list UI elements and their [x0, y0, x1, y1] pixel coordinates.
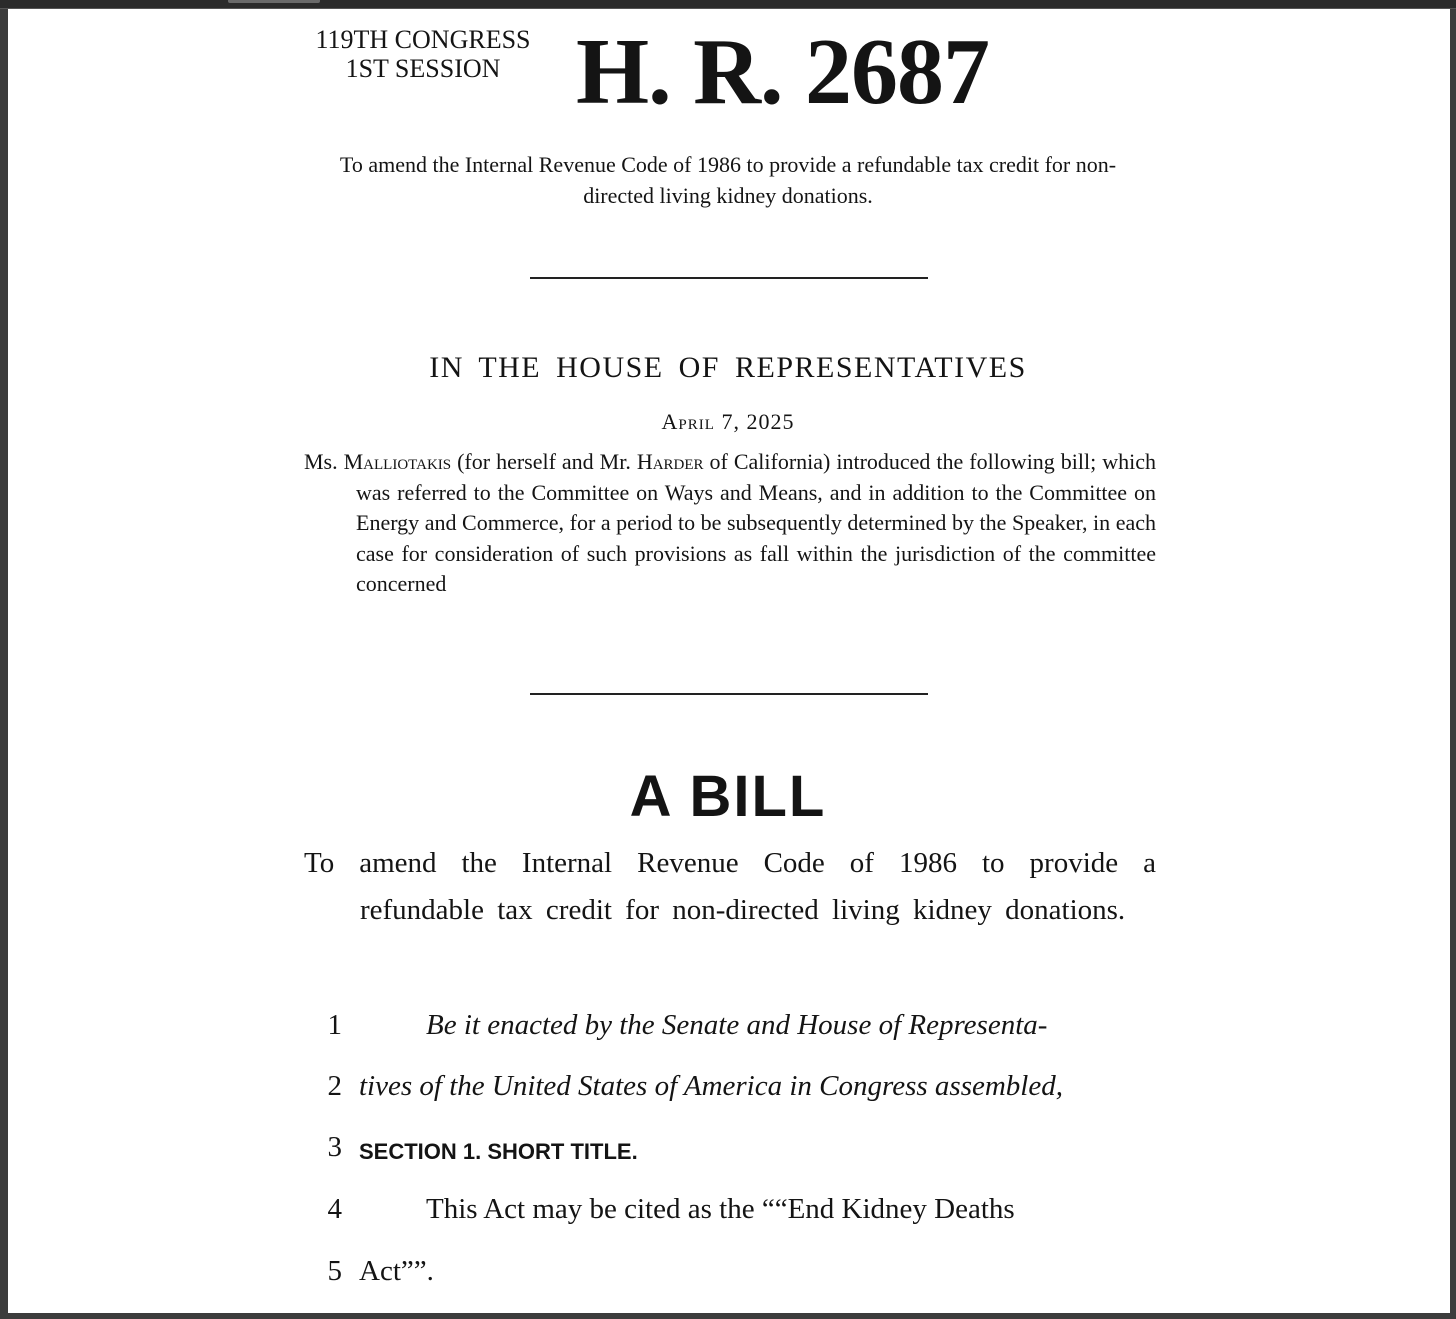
line-text: Act””.: [359, 1255, 434, 1287]
chamber-heading: IN THE HOUSE OF REPRESENTATIVES: [429, 351, 1027, 384]
sponsor-prefix: Ms.: [304, 449, 338, 474]
sponsor-middle: (for herself and Mr.: [457, 449, 631, 474]
session-label: 1ST SESSION: [345, 54, 501, 83]
document-page: [8, 9, 1450, 1313]
line-text: tives of the United States of America in Congress assembled,: [359, 1070, 1063, 1102]
viewer-top-bar: [0, 0, 1456, 9]
line-number: 5: [327, 1255, 342, 1287]
line-number: 1: [327, 1009, 342, 1041]
bill-line: [304, 1193, 1156, 1233]
congress-session-block: [298, 25, 548, 83]
section-heading: SECTION 1. SHORT TITLE.: [359, 1139, 638, 1164]
congress-label: 119TH CONGRESS: [315, 25, 531, 54]
bill-line: [304, 1009, 1156, 1049]
cosponsor-name: Harder: [636, 449, 704, 474]
viewer-right-edge: [1450, 9, 1456, 1319]
divider-rule-top: [530, 277, 928, 279]
sponsor-referral-text: of California) introduced the following bill; which was referred to the Committee on Ways and Means, and in addition to the Committee on Energy and Commerce, for a period to be subsequently determined by the Speaker, in each case for consideration of such provisions as fall within the jurisdiction of the committee concerned: [356, 449, 1156, 597]
line-text: Be it enacted by the Senate and House of Representa-: [426, 1009, 1048, 1041]
line-number: 2: [327, 1070, 342, 1102]
bill-line: [304, 1255, 1156, 1295]
divider-rule-bottom: [530, 693, 928, 695]
bill-number: H. R. 2687: [576, 20, 989, 124]
viewer-tab-indicator[interactable]: [228, 0, 320, 3]
long-title: To amend the Internal Revenue Code of 1986 to provide a refundable tax credit for non-directed living kidney donations.: [304, 847, 1156, 926]
short-title: To amend the Internal Revenue Code of 1986 to provide a refundable tax credit for non-directed living kidney donations.: [339, 152, 1117, 208]
line-number: 3: [327, 1131, 342, 1163]
bill-heading: A BILL: [629, 764, 827, 829]
introduction-date: April 7, 2025: [661, 409, 795, 434]
sponsor-name: Malliotakis: [343, 449, 452, 474]
bill-line: [304, 1070, 1156, 1110]
line-number: 4: [327, 1193, 342, 1225]
sponsor-paragraph: [304, 447, 1156, 600]
bill-line: [304, 1131, 1156, 1171]
line-text: This Act may be cited as the ““End Kidney Deaths: [426, 1193, 1015, 1225]
